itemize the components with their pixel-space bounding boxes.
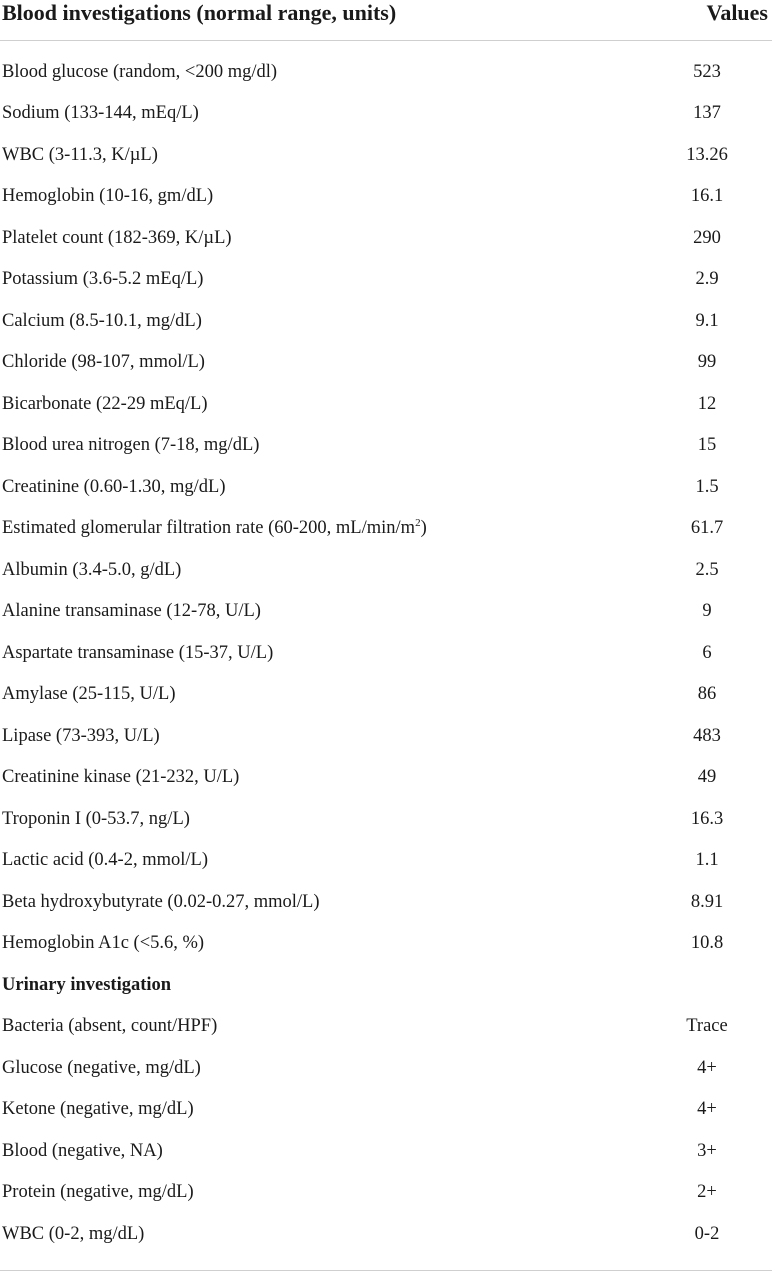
table-row (0, 715, 772, 757)
table-row (0, 549, 772, 591)
header-investigations: Blood investigations (normal range, units) (0, 0, 642, 41)
result-value: 1.1 (695, 850, 719, 871)
result-value: 8.91 (690, 891, 724, 912)
result-value: 483 (693, 725, 721, 746)
table-row (0, 1006, 772, 1048)
result-value: 290 (693, 227, 721, 248)
result-value (642, 964, 772, 1006)
label-text: Glucose (negative, mg/dL) (2, 1057, 201, 1078)
table-body (0, 41, 772, 1255)
investigation-label (0, 923, 642, 965)
investigation-label (0, 1213, 642, 1255)
label-text: Albumin (3.4-5.0, g/dL) (2, 559, 182, 580)
label-text: Hemoglobin (10-16, gm/dL) (2, 186, 214, 207)
investigation-label (0, 757, 642, 799)
result-value: 16.1 (690, 186, 724, 207)
label-text: Creatinine (0.60-1.30, mg/dL) (2, 476, 226, 497)
table-row (0, 923, 772, 965)
investigation-label (0, 508, 642, 550)
label-text: Aspartate transaminase (15-37, U/L) (2, 642, 274, 663)
investigation-label (0, 300, 642, 342)
label-text: Creatinine kinase (21-232, U/L) (2, 767, 240, 788)
investigation-label (0, 840, 642, 882)
investigation-label (0, 134, 642, 176)
label-text: Estimated glomerular filtration rate (60-200, mL/min/m (2, 518, 416, 539)
table-row (0, 674, 772, 716)
table-row (0, 1089, 772, 1131)
result-value: 2.9 (695, 269, 719, 290)
result-value: 86 (697, 684, 717, 705)
result-value: 61.7 (690, 518, 724, 539)
label-text: Chloride (98-107, mmol/L) (2, 352, 205, 373)
label-text: WBC (3-11.3, K/µL) (2, 144, 158, 165)
investigation-label (0, 1130, 642, 1172)
result-value: Trace (686, 1016, 728, 1037)
section-label (0, 964, 642, 1006)
label-text: Bacteria (absent, count/HPF) (2, 1016, 218, 1037)
table-row (0, 300, 772, 342)
table-row (0, 632, 772, 674)
table-row (0, 1213, 772, 1255)
result-value: 9 (702, 601, 712, 622)
result-value: 4+ (697, 1057, 717, 1078)
investigation-label (0, 881, 642, 923)
label-text: Blood urea nitrogen (7-18, mg/dL) (2, 435, 260, 456)
spacer-cell (0, 41, 772, 52)
table-row (0, 591, 772, 633)
table-row (0, 881, 772, 923)
table-row (0, 1130, 772, 1172)
table-row (0, 508, 772, 550)
header-values: Values (642, 0, 772, 41)
table-row (0, 93, 772, 135)
result-value: 12 (697, 393, 717, 414)
investigation-label (0, 1172, 642, 1214)
label-text: Sodium (133-144, mEq/L) (2, 103, 199, 124)
investigation-label (0, 176, 642, 218)
spacer-row (0, 41, 772, 52)
table-row (0, 466, 772, 508)
result-value: 0-2 (694, 1223, 720, 1244)
investigation-label (0, 549, 642, 591)
label-text: Ketone (negative, mg/dL) (2, 1099, 194, 1120)
result-value: 49 (697, 767, 717, 788)
investigation-label (0, 798, 642, 840)
investigation-label (0, 342, 642, 384)
table-row (0, 134, 772, 176)
label-text: Amylase (25-115, U/L) (2, 684, 176, 705)
label-text: Urinary investigation (2, 974, 172, 995)
label-text: Blood glucose (random, <200 mg/dl) (2, 61, 278, 82)
result-value: 2+ (697, 1182, 717, 1203)
investigation-label (0, 632, 642, 674)
investigation-label (0, 383, 642, 425)
label-text: WBC (0-2, mg/dL) (2, 1223, 145, 1244)
label-text: Hemoglobin A1c (<5.6, %) (2, 933, 205, 954)
result-value: 3+ (697, 1140, 717, 1161)
bottom-rule (0, 1270, 772, 1271)
label-text: Alanine transaminase (12-78, U/L) (2, 601, 261, 622)
result-value: 15 (697, 435, 717, 456)
label-text: Calcium (8.5-10.1, mg/dL) (2, 310, 202, 331)
section-row (0, 964, 772, 1006)
label-text: Platelet count (182-369, K/µL) (2, 227, 232, 248)
label-end-text: ) (420, 518, 427, 539)
investigation-label (0, 1089, 642, 1131)
investigation-label (0, 466, 642, 508)
investigation-label (0, 217, 642, 259)
table-row (0, 176, 772, 218)
investigation-label (0, 591, 642, 633)
investigation-label (0, 93, 642, 135)
table-row (0, 51, 772, 93)
label-superscript: 2 (415, 517, 421, 530)
result-value: 2.5 (695, 559, 719, 580)
result-value: 16.3 (690, 808, 724, 829)
label-text: Lipase (73-393, U/L) (2, 725, 160, 746)
table-row (0, 342, 772, 384)
result-value: 99 (697, 352, 717, 373)
table-row (0, 217, 772, 259)
table-row (0, 1172, 772, 1214)
result-value: 13.26 (686, 144, 728, 165)
table-row (0, 840, 772, 882)
label-text: Protein (negative, mg/dL) (2, 1182, 194, 1203)
label-text: Troponin I (0-53.7, ng/L) (2, 808, 190, 829)
investigation-label (0, 259, 642, 301)
result-value: 10.8 (690, 933, 724, 954)
investigation-label (0, 715, 642, 757)
investigation-label (0, 51, 642, 93)
investigation-label (0, 674, 642, 716)
table-row (0, 757, 772, 799)
label-text: Blood (negative, NA) (2, 1140, 163, 1161)
result-value: 6 (702, 642, 712, 663)
label-text: Beta hydroxybutyrate (0.02-0.27, mmol/L) (2, 891, 320, 912)
result-value: 9.1 (695, 310, 719, 331)
table-row (0, 425, 772, 467)
investigation-label (0, 1047, 642, 1089)
result-value: 1.5 (695, 476, 719, 497)
investigation-label (0, 425, 642, 467)
table-header (0, 0, 772, 41)
label-text: Lactic acid (0.4-2, mmol/L) (2, 850, 208, 871)
label-text: Potassium (3.6-5.2 mEq/L) (2, 269, 204, 290)
label-text: Bicarbonate (22-29 mEq/L) (2, 393, 208, 414)
result-value: 4+ (697, 1099, 717, 1120)
header-row (0, 0, 772, 41)
table-row (0, 383, 772, 425)
result-value: 137 (693, 103, 721, 124)
table-row (0, 259, 772, 301)
table-row (0, 1047, 772, 1089)
table-row (0, 798, 772, 840)
investigation-label (0, 1006, 642, 1048)
result-value: 523 (693, 61, 721, 82)
